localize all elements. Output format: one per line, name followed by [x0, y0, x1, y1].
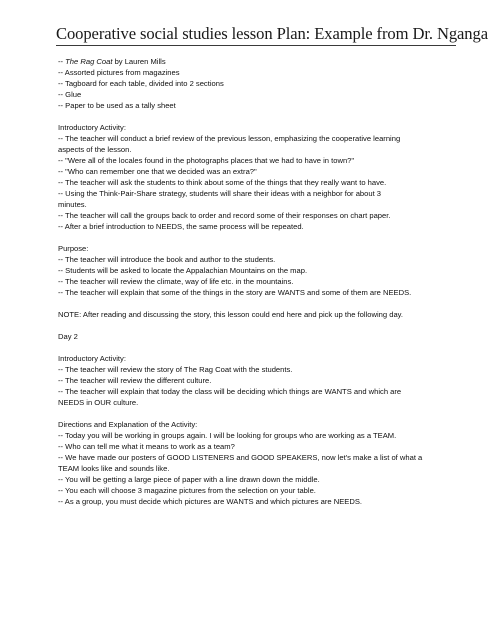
paragraph-line: -- The teacher will call the groups back to order and record some of their responses on chart paper. — [58, 211, 391, 220]
directions-section — [58, 419, 448, 507]
paragraph-line: -- The teacher will ask the students to think about some of the things that they really want to have. — [58, 178, 387, 187]
paragraph-line: -- The teacher will conduct a brief review of the previous lesson, emphasizing the cooperative learning — [58, 134, 401, 143]
spacer — [58, 298, 448, 309]
materials-list — [58, 56, 448, 111]
spacer — [58, 408, 448, 419]
page-title: Cooperative social studies lesson Plan: Example from Dr. Nganga — [56, 24, 488, 43]
material-author: by Lauren Mills — [112, 57, 166, 66]
paragraph-line: minutes. — [58, 200, 87, 209]
paragraph-line: -- The teacher will explain that some of the things in the story are WANTS and some of them are NEEDS. — [58, 288, 412, 297]
material-item: -- Tagboard for each table, divided into 2 sections — [58, 79, 224, 88]
paragraph-line: -- "Who can remember one that we decided was an extra?" — [58, 167, 257, 176]
paragraph-line: -- You each will choose 3 magazine pictures from the selection on your table. — [58, 486, 316, 495]
material-prefix: -- — [58, 57, 66, 66]
paragraph-line: NEEDS in OUR culture. — [58, 398, 139, 407]
spacer — [58, 232, 448, 243]
spacer — [58, 111, 448, 122]
paragraph-line: -- We have made our posters of GOOD LISTENERS and GOOD SPEAKERS, now let's make a list of what a — [58, 453, 423, 462]
paragraph-line: aspects of the lesson. — [58, 145, 132, 154]
paragraph-line: -- The teacher will review the climate, way of life etc. in the mountains. — [58, 277, 294, 286]
section-heading: Purpose: — [58, 244, 89, 253]
paragraph-line: -- The teacher will introduce the book and author to the students. — [58, 255, 276, 264]
paragraph-line: -- The teacher will review the story of The Rag Coat with the students. — [58, 365, 293, 374]
section-heading: Introductory Activity: — [58, 123, 126, 132]
section-heading: Introductory Activity: — [58, 354, 126, 363]
material-item: -- Paper to be used as a tally sheet — [58, 101, 176, 110]
paragraph-line: TEAM looks like and sounds like. — [58, 464, 170, 473]
paragraph-line: -- As a group, you must decide which pictures are WANTS and which pictures are NEEDS. — [58, 497, 363, 506]
material-item: -- Glue — [58, 90, 82, 99]
paragraph-line: -- The teacher will explain that today the class will be deciding which things are WANTS and which are — [58, 387, 402, 396]
paragraph-line: -- Students will be asked to locate the Appalachian Mountains on the map. — [58, 266, 308, 275]
day-heading: Day 2 — [58, 332, 78, 341]
paragraph-line: -- After a brief introduction to NEEDS, the same process will be repeated. — [58, 222, 304, 231]
material-item: -- Assorted pictures from magazines — [58, 68, 180, 77]
paragraph-line: -- Who can tell me what it means to work as a team? — [58, 442, 235, 451]
paragraph-line: -- You will be getting a large piece of paper with a line drawn down the middle. — [58, 475, 320, 484]
title-rule — [56, 45, 456, 46]
paragraph-line: -- Today you will be working in groups again. I will be looking for groups who are working as a TEAM. — [58, 431, 397, 440]
note-paragraph: NOTE: After reading and discussing the story, this lesson could end here and pick up the following day. — [58, 310, 404, 319]
material-item — [58, 56, 448, 67]
paragraph-line: -- The teacher will review the different culture. — [58, 376, 212, 385]
spacer — [58, 342, 448, 353]
introductory-activity-day2-section — [58, 353, 448, 408]
introductory-activity-section — [58, 122, 448, 232]
paragraph-line: -- Using the Think-Pair-Share strategy, students will share their ideas with a neighbor for about 3 — [58, 189, 382, 198]
document-body — [58, 56, 448, 507]
section-heading: Directions and Explanation of the Activity: — [58, 420, 198, 429]
purpose-section — [58, 243, 448, 298]
spacer — [58, 320, 448, 331]
paragraph-line: -- "Were all of the locales found in the photographs places that we had to have in town?" — [58, 156, 355, 165]
book-title: The Rag Coat — [65, 57, 113, 66]
